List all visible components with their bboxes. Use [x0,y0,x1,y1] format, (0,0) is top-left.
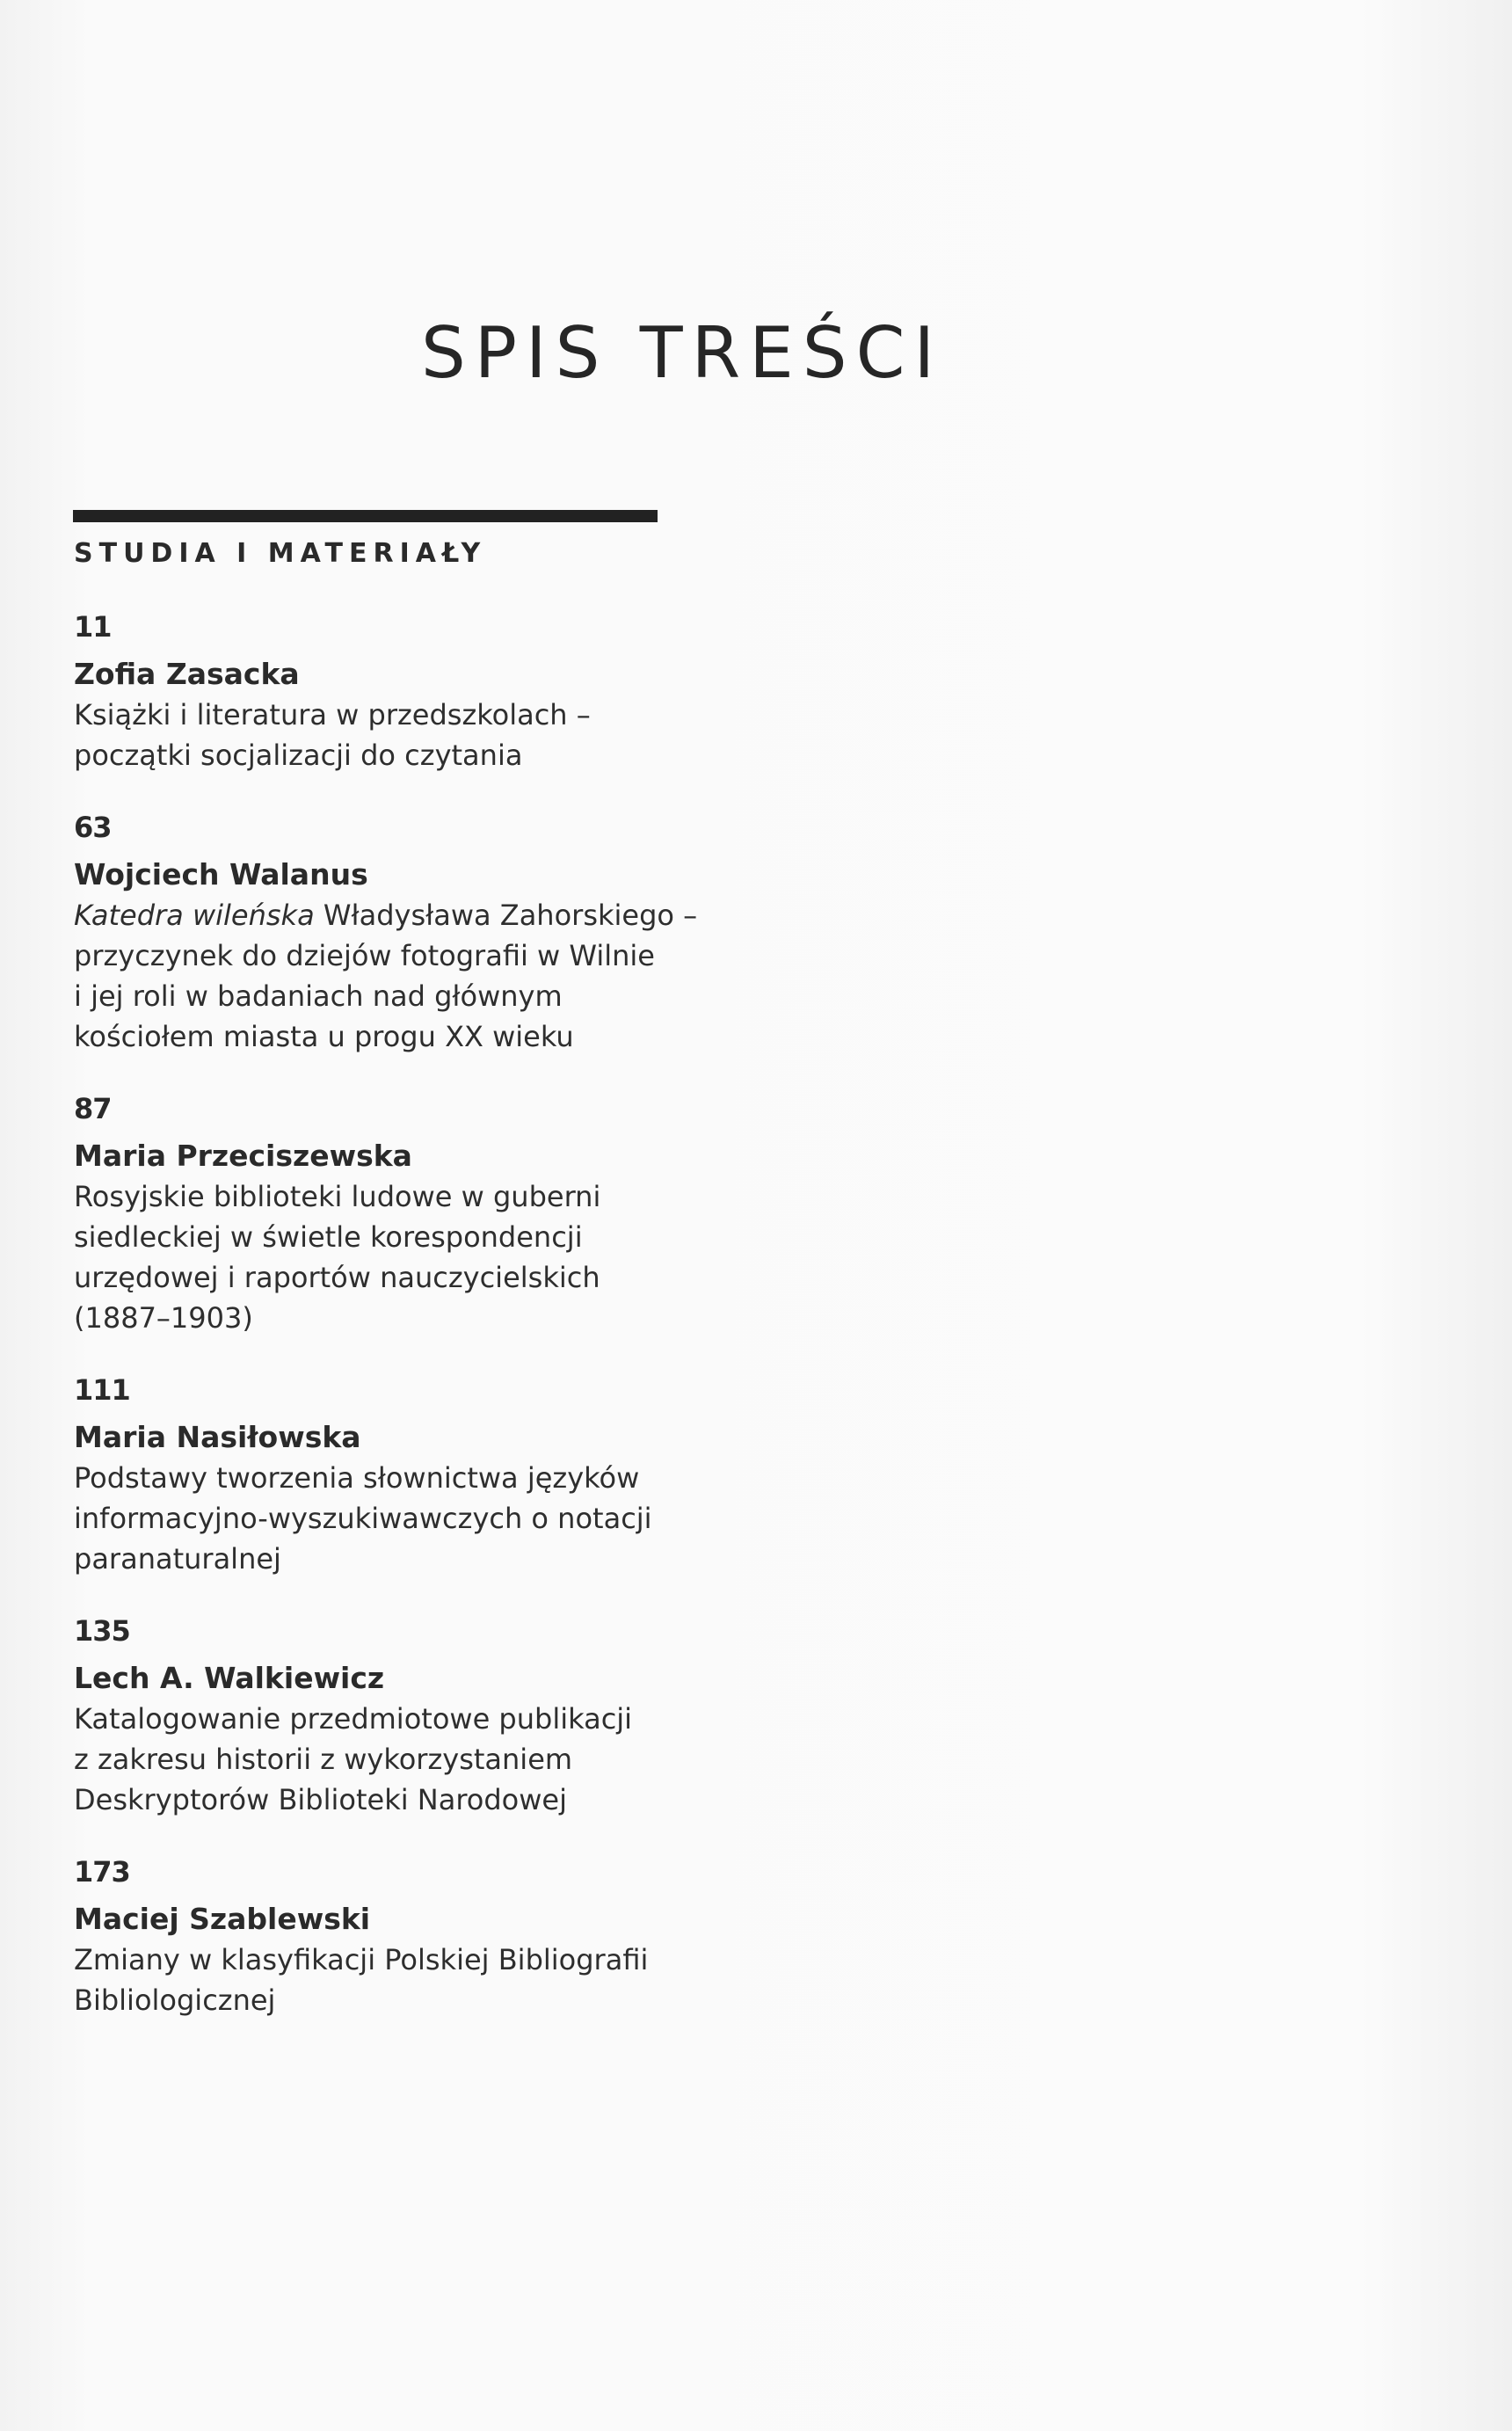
toc-author: Maciej Szablewski [74,1902,371,1936]
toc-author: Zofia Zasacka [74,657,300,691]
toc-title-line [74,1176,689,1217]
toc-title-line [74,1980,689,2020]
toc-title-text: Katalogowanie przedmiotowe publikacji [74,1702,633,1736]
toc-title-text: (1887–1903) [74,1301,253,1335]
toc-title-text: Zmiany w klasyfikacji Polskiej Bibliografii [74,1943,649,1976]
toc-title-line [74,1458,689,1498]
table-of-contents [74,607,698,2052]
toc-title-text: Deskryptorów Biblioteki Narodowej [74,1783,567,1816]
toc-entry[interactable] [74,1852,689,2020]
toc-title-text: i jej roli w badaniach nad głównym [74,979,563,1013]
toc-entry[interactable] [74,1370,689,1579]
toc-author: Maria Nasiłowska [74,1420,361,1454]
toc-title-line [74,1739,689,1780]
toc-title-line [74,976,689,1016]
toc-title-line [74,1539,689,1579]
toc-page-number: 87 [74,1092,112,1125]
toc-title-text: kościołem miasta u progu XX wieku [74,1020,574,1053]
toc-title-line [74,1498,689,1539]
toc-author: Wojciech Walanus [74,857,368,892]
section-rule [73,510,658,522]
toc-title-line [74,1699,689,1739]
toc-title-text: Bibliologicznej [74,1983,276,2017]
toc-title-text: Książki i literatura w przedszkolach – [74,698,591,731]
toc-title-line [74,935,689,976]
toc-entry[interactable] [74,607,689,775]
toc-entry[interactable] [74,1611,689,1820]
toc-title-text: początki socjalizacji do czytania [74,739,523,772]
toc-title-line [74,1780,689,1820]
toc-title-text: paranaturalnej [74,1542,281,1576]
toc-title-text: z zakresu historii z wykorzystaniem [74,1743,573,1776]
section-heading: STUDIA I MATERIAŁY [74,538,487,569]
toc-title-line [74,1940,689,1980]
toc-title-text: informacyjno-wyszukiwawczych o notacji [74,1502,652,1535]
toc-title-text: Podstawy tworzenia słownictwa języków [74,1461,640,1495]
toc-title-text: Rosyjskie biblioteki ludowe w guberni [74,1180,601,1213]
toc-page-number: 173 [74,1855,130,1889]
toc-page-number: 63 [74,811,112,844]
toc-author: Maria Przeciszewska [74,1139,412,1173]
toc-entry[interactable] [74,1088,689,1338]
toc-page-number: 11 [74,610,112,644]
toc-title-text: siedleckiej w świetle korespondencji [74,1220,583,1254]
toc-title-italic: Katedra wileńska [74,899,315,932]
toc-title-line [74,1257,689,1298]
toc-page-number: 135 [74,1614,130,1648]
toc-title-line [74,735,689,775]
toc-title-text: Władysława Zahorskiego – [314,899,698,932]
toc-author: Lech A. Walkiewicz [74,1661,385,1695]
toc-title-line [74,695,689,735]
page-title: SPIS TREŚCI [420,312,944,394]
toc-title-text: przyczynek do dziejów fotografii w Wilnie [74,939,655,972]
toc-title-line [74,1217,689,1257]
toc-title-line [74,1016,689,1057]
toc-title-text: urzędowej i raportów nauczycielskich [74,1261,600,1294]
toc-title-line [74,1298,689,1338]
toc-entry[interactable] [74,807,698,1057]
toc-title-line [74,895,698,935]
toc-page-number: 111 [74,1373,130,1407]
